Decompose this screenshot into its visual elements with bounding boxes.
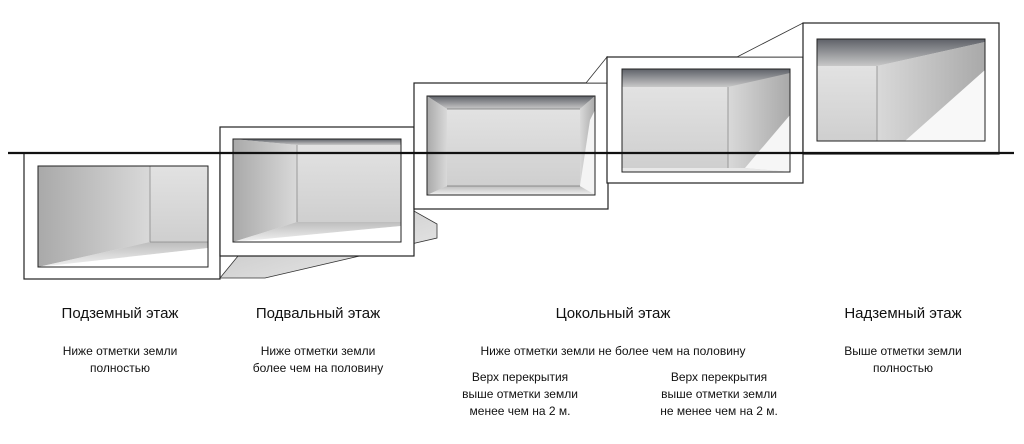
room-plinth-high [586,57,803,183]
description-line: менее чем на 2 м. [469,404,571,418]
description-line: выше отметки земли [462,387,578,401]
description-line: Верх перекрытия [471,370,569,384]
room-basement [220,127,437,278]
description-line: не менее чем на 2 м. [660,404,778,418]
room-underground [24,153,220,279]
description-line: полностью [873,361,933,375]
description-line: Ниже отметки земли [62,344,178,358]
underground-floor-title: Подземный этаж [61,305,179,322]
above-ground-floor-description [803,343,1003,377]
basement-floor-description [218,343,418,377]
description-line: Верх перекрытия [670,370,768,384]
description-line: Ниже отметки земли [260,344,376,358]
description-line: Выше отметки земли [844,344,962,358]
room-plinth-low [414,83,608,209]
basement-floor-title: Подвальный этаж [255,305,381,322]
plinth-subcase-high-description [624,369,814,420]
description-line: Ниже отметки земли не более чем на половину [480,344,746,358]
above-ground-floor-title: Надземный этаж [844,305,962,322]
plinth-floor-description [433,343,793,360]
underground-floor-description [20,343,220,377]
description-line: выше отметки земли [661,387,777,401]
plinth-floor-title: Цокольный этаж [555,305,671,322]
description-line: полностью [90,361,150,375]
plinth-subcase-low-description [430,369,610,420]
description-line: более чем на половину [252,361,384,375]
